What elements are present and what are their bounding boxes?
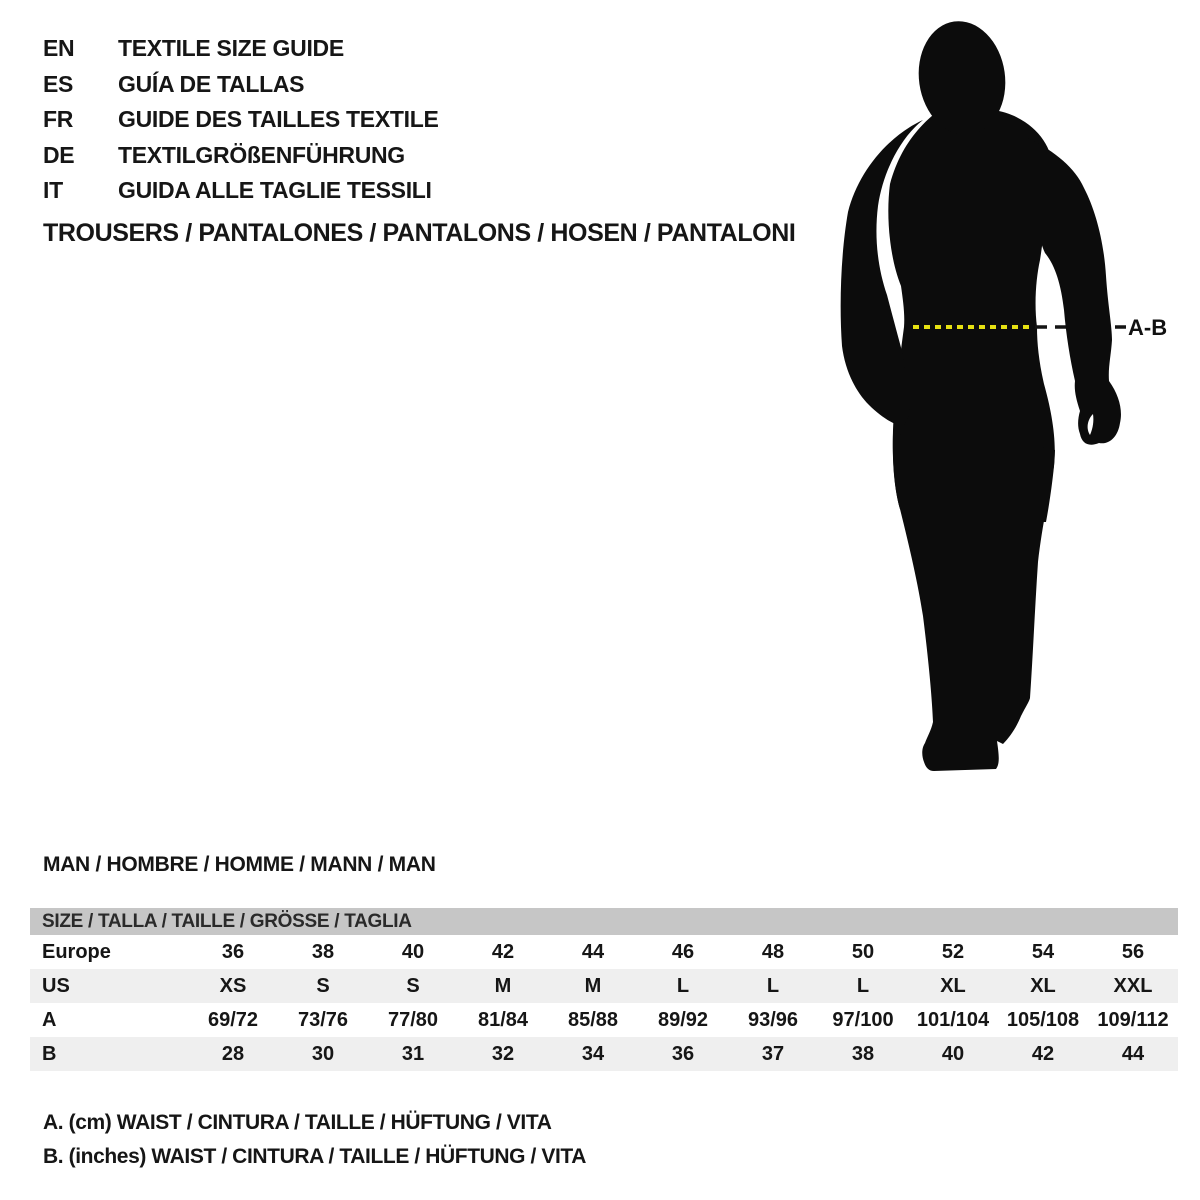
language-code: FR [43, 106, 74, 132]
table-cell: 32 [491, 1043, 515, 1065]
table-cell: 34 [581, 1043, 605, 1065]
table-cell: L [676, 975, 690, 997]
language-row-fr [43, 102, 439, 138]
table-cell: 89/92 [657, 1009, 709, 1031]
table-cell: 38 [851, 1043, 875, 1065]
silhouette-legs [893, 434, 1055, 771]
table-cell: 77/80 [387, 1009, 439, 1031]
table-cell: 69/72 [207, 1009, 259, 1031]
language-row-de [43, 138, 439, 174]
table-cell: M [584, 975, 602, 997]
table-cell: 36 [671, 1043, 695, 1065]
language-code: EN [43, 35, 75, 61]
table-cell: L [856, 975, 870, 997]
language-title: GUIDE DES TAILLES TEXTILE [118, 106, 439, 132]
table-cell: 109/112 [1097, 1009, 1169, 1031]
table-cell: 44 [1121, 1043, 1145, 1065]
table-cell: 105/108 [1006, 1009, 1080, 1031]
table-cell: 38 [311, 941, 335, 963]
table-cell: M [494, 975, 512, 997]
table-row-us [30, 969, 1178, 1003]
language-code: DE [43, 141, 75, 168]
man-silhouette-svg [828, 14, 1200, 774]
language-list [43, 31, 439, 209]
language-row-it [43, 173, 439, 209]
row-label: B [42, 1043, 57, 1065]
table-cell: 42 [491, 941, 515, 963]
table-cell: S [316, 975, 330, 997]
language-title: TEXTILGRÖßENFÜHRUNG [118, 141, 405, 168]
category-title: TROUSERS / PANTALONES / PANTALONS / HOSEN / PANTALONI [43, 219, 796, 247]
size-table-header: SIZE / TALLA / TAILLE / GRÖSSE / TAGLIA [30, 908, 1178, 935]
table-cell: 40 [401, 941, 425, 963]
footnote-a: A. (cm) WAIST / CINTURA / TAILLE / HÜFTUNG / VITA [43, 1111, 552, 1134]
language-code: IT [43, 177, 63, 203]
table-cell: 46 [671, 941, 695, 963]
table-cell: 54 [1031, 941, 1055, 963]
language-row-en [43, 31, 439, 67]
section-label-man: MAN / HOMBRE / HOMME / MANN / MAN [43, 853, 436, 876]
table-cell: 73/76 [297, 1009, 349, 1031]
table-row-a [30, 1003, 1178, 1037]
table-cell: 44 [581, 941, 605, 963]
row-label: US [42, 975, 70, 997]
table-cell: XS [219, 975, 247, 997]
table-cell: 31 [401, 1043, 425, 1065]
table-cell: 97/100 [832, 1009, 894, 1031]
language-title: TEXTILE SIZE GUIDE [118, 35, 344, 61]
table-row-b [30, 1037, 1178, 1071]
footnotes [43, 1106, 586, 1174]
row-label: Europe [42, 941, 111, 963]
table-cell: 85/88 [567, 1009, 619, 1031]
table-cell: 40 [941, 1043, 965, 1065]
table-cell: 101/104 [916, 1009, 990, 1031]
table-cell: 42 [1031, 1043, 1055, 1065]
table-cell: L [766, 975, 780, 997]
table-cell: XL [940, 975, 966, 997]
man-silhouette-figure [828, 14, 1200, 774]
language-title: GUIDA ALLE TAGLIE TESSILI [118, 177, 432, 203]
language-title: GUÍA DE TALLAS [118, 70, 305, 97]
measure-label: A-B [1128, 315, 1168, 340]
table-row-europe [30, 935, 1178, 969]
table-cell: 48 [761, 941, 785, 963]
language-code: ES [43, 70, 74, 97]
table-cell: 36 [221, 941, 245, 963]
language-row-es [43, 67, 439, 103]
table-cell: 56 [1121, 941, 1145, 963]
table-cell: 28 [221, 1043, 245, 1065]
footnote-b: B. (inches) WAIST / CINTURA / TAILLE / HÜFTUNG / VITA [43, 1145, 587, 1168]
table-cell: XXL [1113, 975, 1153, 997]
table-cell: 81/84 [477, 1009, 529, 1031]
table-cell: 30 [311, 1043, 335, 1065]
table-cell: 93/96 [747, 1009, 799, 1031]
table-cell: S [406, 975, 420, 997]
table-cell: 37 [761, 1043, 785, 1065]
size-table [30, 908, 1178, 1071]
table-cell: XL [1030, 975, 1056, 997]
table-cell: 50 [851, 941, 875, 963]
row-label: A [42, 1009, 57, 1031]
table-cell: 52 [941, 941, 965, 963]
